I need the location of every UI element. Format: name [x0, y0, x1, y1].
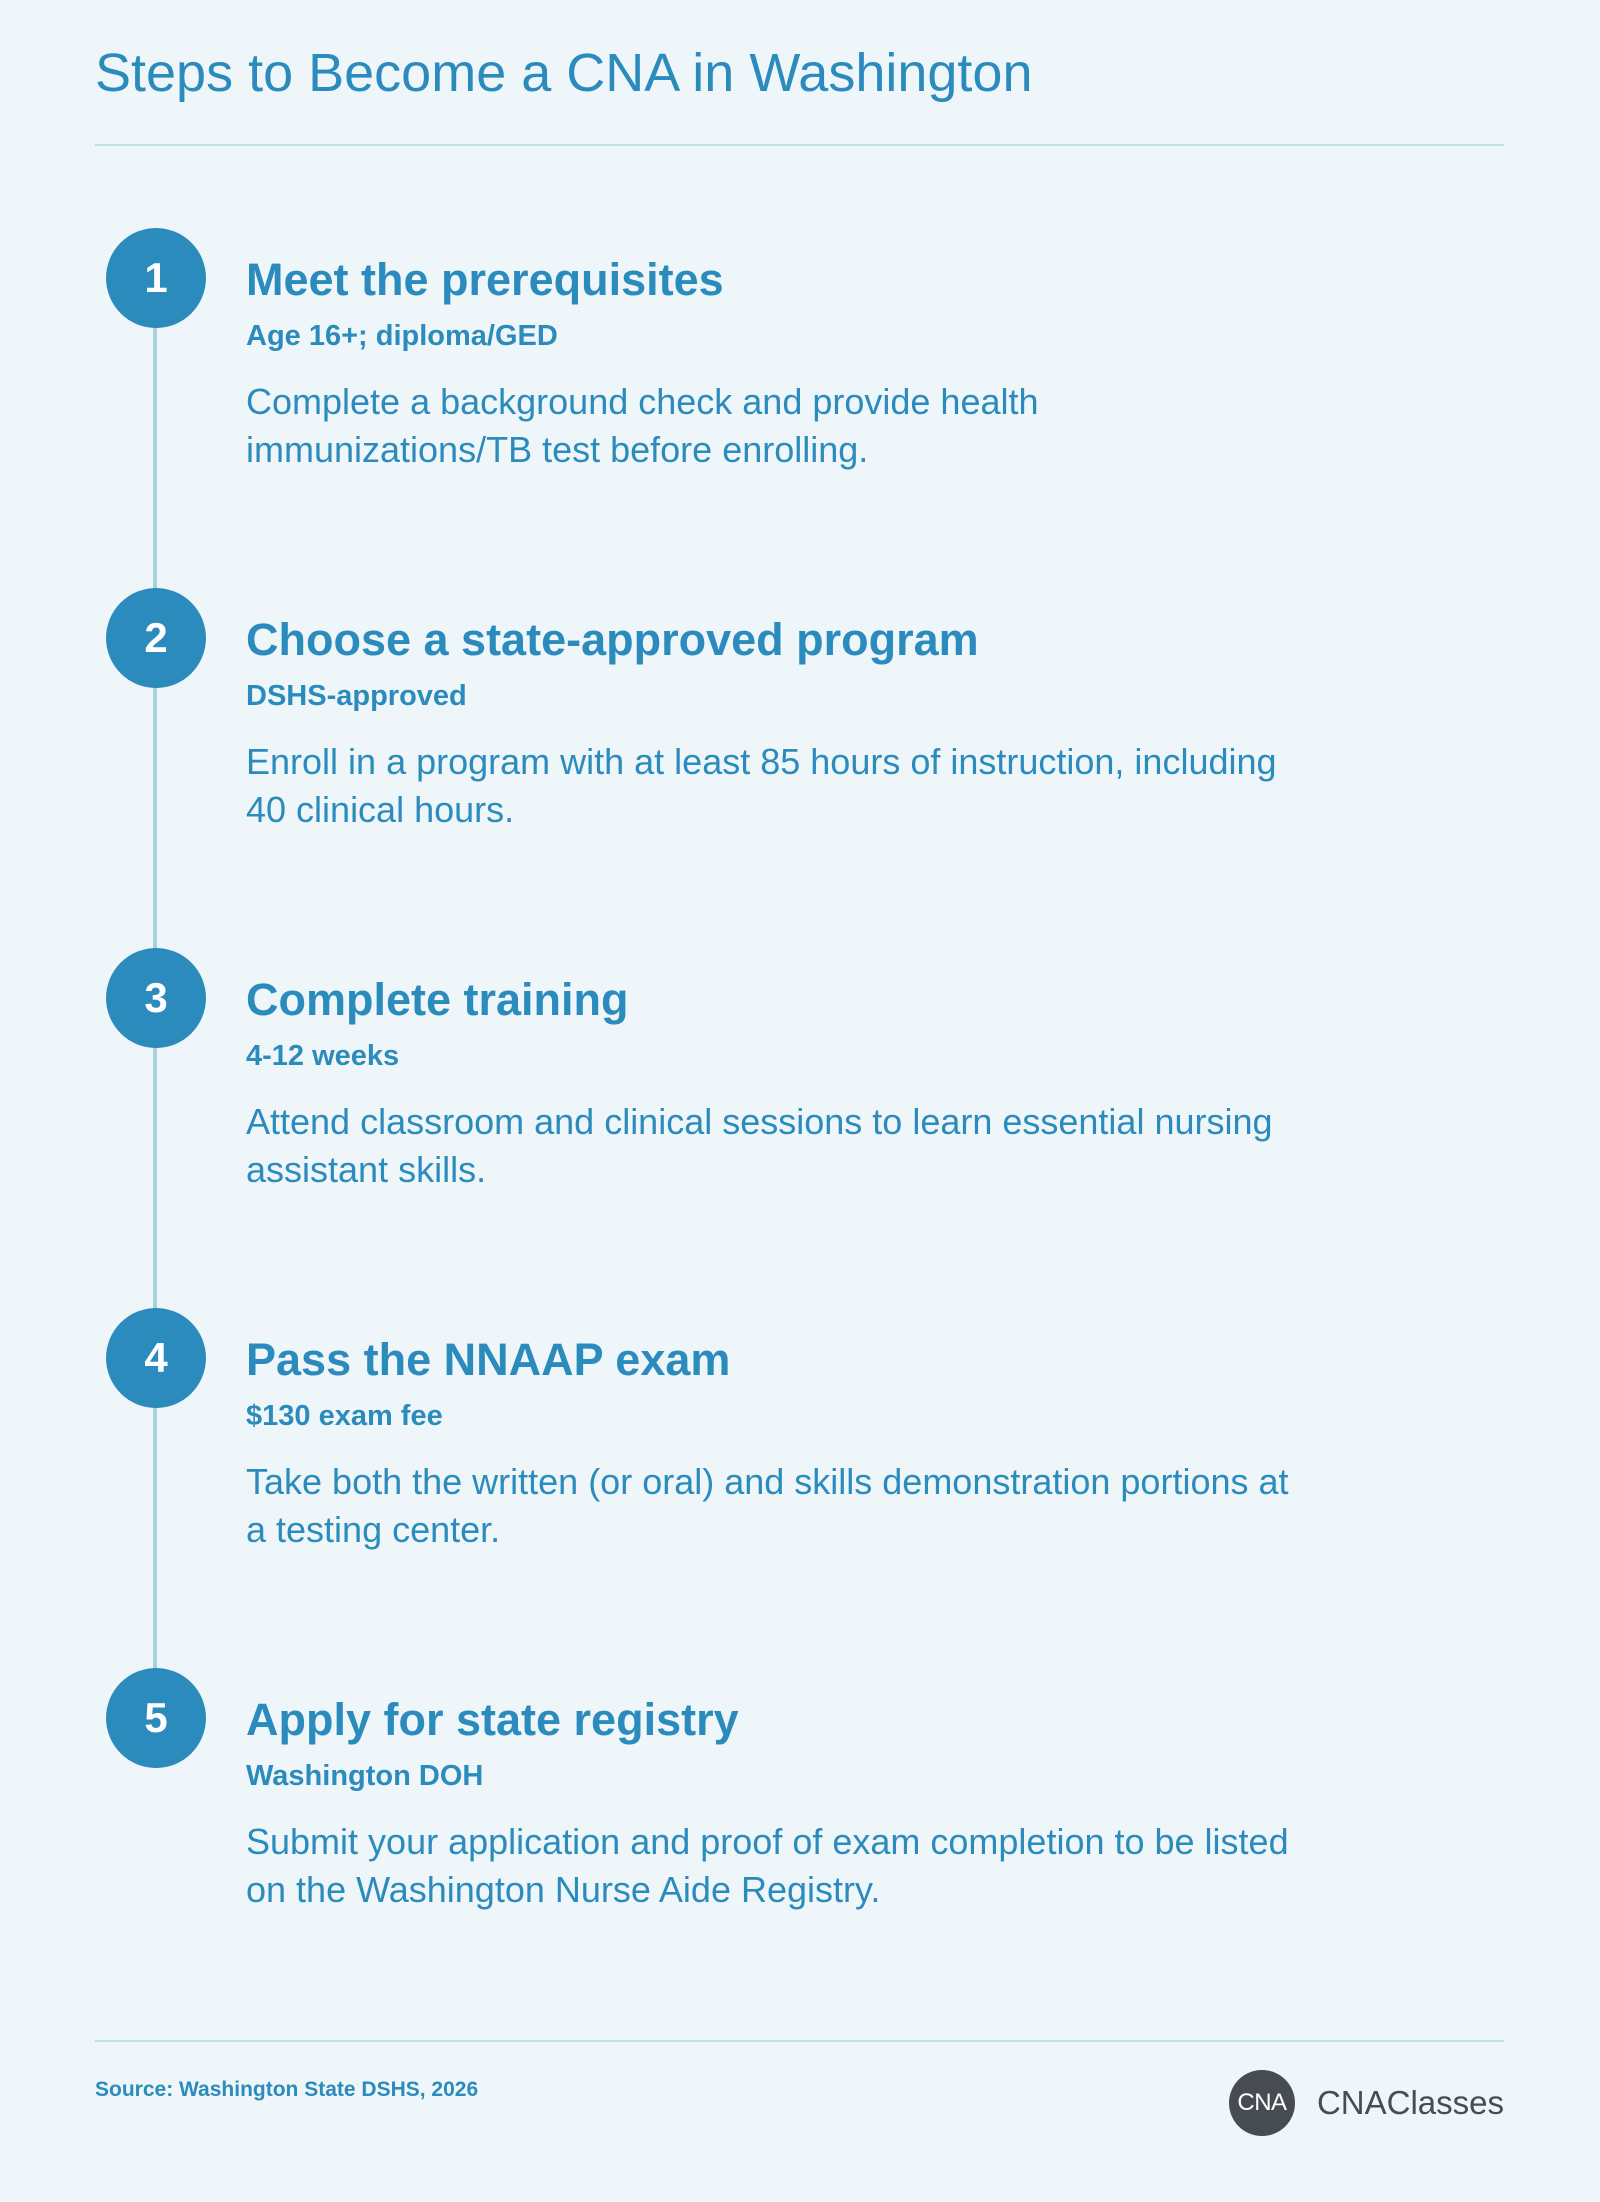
step-number-badge: 3 — [106, 948, 206, 1048]
step-description: Attend classroom and clinical sessions to learn essential nursing assistant skills. — [246, 1101, 1273, 1190]
brand-name: CNAClasses — [1316, 2084, 1504, 2121]
step-title: Pass the NNAAP exam — [246, 1334, 731, 1385]
step-subtitle: DSHS-approved — [246, 680, 467, 712]
step-title: Meet the prerequisites — [246, 254, 724, 305]
step-description: Take both the written (or oral) and skills demonstration portions at a testing center. — [246, 1461, 1289, 1550]
footer-divider — [95, 2040, 1504, 2042]
page-title: Steps to Become a CNA in Washington — [95, 43, 1033, 103]
step-number-badge: 4 — [106, 1308, 206, 1408]
step-number-badge: 5 — [106, 1668, 206, 1768]
step-number-badge: 1 — [106, 228, 206, 328]
step-subtitle: $130 exam fee — [246, 1400, 443, 1432]
step-title: Apply for state registry — [246, 1694, 739, 1745]
step-title: Complete training — [246, 974, 629, 1025]
step-description: Complete a background check and provide health immunizations/TB test before enrolling. — [246, 381, 1039, 470]
step-subtitle: Age 16+; diploma/GED — [246, 320, 558, 352]
step-subtitle: 4-12 weeks — [246, 1040, 400, 1072]
brand-logo: CNA — [1229, 2070, 1295, 2136]
source-note: Source: Washington State DSHS, 2026 — [95, 2078, 479, 2101]
brand — [1229, 2070, 1504, 2136]
header-divider — [95, 144, 1504, 146]
step-description: Submit your application and proof of exam completion to be listed on the Washington Nurse Aide Registry. — [246, 1821, 1289, 1910]
step-number-badge: 2 — [106, 588, 206, 688]
step-title: Choose a state-approved program — [246, 614, 979, 665]
step-subtitle: Washington DOH — [246, 1760, 484, 1792]
step-description: Enroll in a program with at least 85 hours of instruction, including 40 clinical hours. — [246, 741, 1277, 830]
